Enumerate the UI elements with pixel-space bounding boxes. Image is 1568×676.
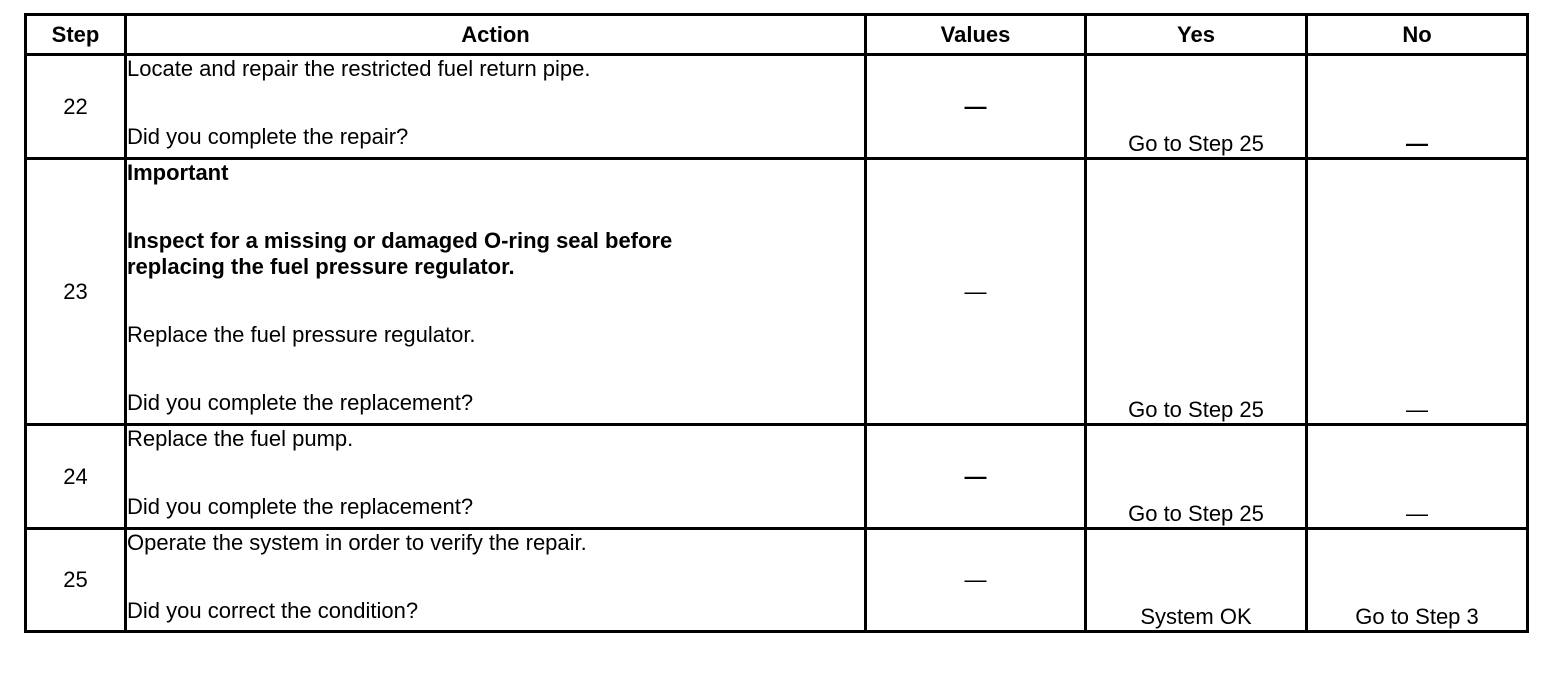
no-cell: — [1307, 55, 1528, 159]
action-question: Did you correct the condition? [127, 598, 419, 623]
action-instruction: Replace the fuel pressure regulator. [127, 322, 476, 347]
header-step: Step [26, 15, 126, 55]
header-action: Action [126, 15, 866, 55]
spacer [127, 348, 864, 390]
step-number: 22 [26, 55, 126, 159]
values-cell: — [866, 425, 1086, 529]
important-text: Inspect for a missing or damaged O-ring seal before replacing the fuel pressure regulator. [127, 228, 673, 279]
step-number: 25 [26, 529, 126, 632]
action-cell [126, 55, 866, 159]
table-row-step-23 [26, 159, 1528, 425]
no-cell: Go to Step 3 [1307, 529, 1528, 632]
header-row [26, 15, 1528, 55]
yes-cell: Go to Step 25 [1086, 425, 1307, 529]
action-instruction: Locate and repair the restricted fuel return pipe. [127, 56, 591, 81]
action-question: Did you complete the repair? [127, 124, 409, 149]
spacer [127, 82, 864, 124]
yes-cell: Go to Step 25 [1086, 159, 1307, 425]
action-instruction: Operate the system in order to verify the repair. [127, 530, 587, 555]
header-yes: Yes [1086, 15, 1307, 55]
spacer [127, 186, 864, 228]
step-number: 24 [26, 425, 126, 529]
spacer [127, 556, 864, 598]
action-cell [126, 529, 866, 632]
important-label: Important [127, 160, 229, 185]
values-cell: — [866, 159, 1086, 425]
spacer [127, 452, 864, 494]
no-cell: — [1307, 425, 1528, 529]
no-cell: — [1307, 159, 1528, 425]
action-question: Did you complete the replacement? [127, 390, 474, 415]
diagnostic-table [24, 13, 1529, 633]
action-question: Did you complete the replacement? [127, 494, 474, 519]
action-cell [126, 425, 866, 529]
table-row-step-22 [26, 55, 1528, 159]
table-row-step-25 [26, 529, 1528, 632]
values-cell: — [866, 55, 1086, 159]
header-values: Values [866, 15, 1086, 55]
yes-cell: Go to Step 25 [1086, 55, 1307, 159]
table-row-step-24 [26, 425, 1528, 529]
step-number: 23 [26, 159, 126, 425]
action-instruction: Replace the fuel pump. [127, 426, 354, 451]
action-cell [126, 159, 866, 425]
header-no: No [1307, 15, 1528, 55]
values-cell: — [866, 529, 1086, 632]
spacer [127, 280, 864, 322]
yes-cell: System OK [1086, 529, 1307, 632]
